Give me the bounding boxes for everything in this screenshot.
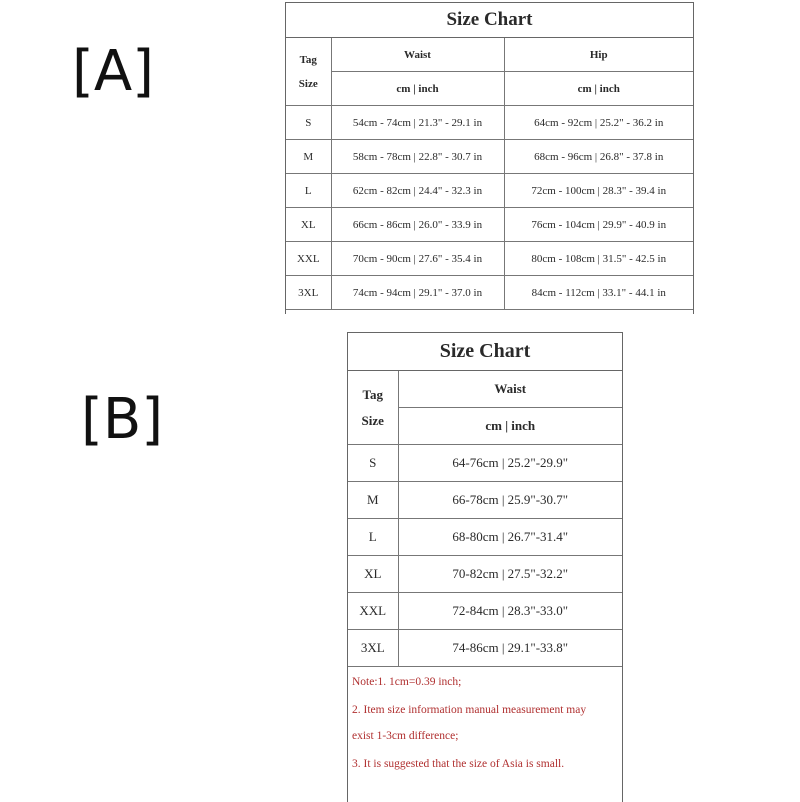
size-cell: S	[348, 445, 398, 482]
table-row	[286, 276, 693, 310]
table-row	[286, 174, 693, 208]
size-cell: M	[286, 140, 331, 174]
panel-label-a: [A]	[72, 39, 155, 104]
size-chart-b	[347, 332, 623, 802]
table-row	[348, 593, 622, 630]
note-line-4: 3. It is suggested that the size of Asia is small.	[352, 758, 565, 770]
panel-label-b: [B]	[81, 387, 164, 452]
waist-cell: 66-78cm | 25.9"-30.7"	[398, 482, 622, 519]
waist-unit-header: cm | inch	[398, 408, 622, 445]
tag-label: Tag	[299, 53, 317, 66]
size-cell: XL	[286, 208, 331, 242]
size-cell: L	[348, 519, 398, 556]
waist-cell: 64-76cm | 25.2"-29.9"	[398, 445, 622, 482]
table-row	[348, 630, 622, 667]
size-cell: XXL	[348, 593, 398, 630]
table-row	[286, 208, 693, 242]
waist-cell: 72-84cm | 28.3"-33.0"	[398, 593, 622, 630]
table-row	[286, 106, 693, 140]
table-row	[286, 140, 693, 174]
hip-cell: 68cm - 96cm | 26.8" - 37.8 in	[504, 140, 693, 174]
tag-size-header	[286, 38, 331, 106]
size-label: Size	[298, 77, 318, 90]
size-cell: 3XL	[286, 276, 331, 310]
size-cell: 3XL	[348, 630, 398, 667]
waist-unit-header: cm | inch	[331, 72, 504, 106]
waist-cell: 68-80cm | 26.7"-31.4"	[398, 519, 622, 556]
note-line-1: Note:1. 1cm=0.39 inch;	[352, 676, 462, 688]
hip-cell: 80cm - 108cm | 31.5" - 42.5 in	[504, 242, 693, 276]
waist-cell: 62cm - 82cm | 24.4" - 32.3 in	[331, 174, 504, 208]
hip-unit-header: cm | inch	[504, 72, 693, 106]
hip-cell: 72cm - 100cm | 28.3" - 39.4 in	[504, 174, 693, 208]
table-row	[348, 519, 622, 556]
waist-cell: 70-82cm | 27.5"-32.2"	[398, 556, 622, 593]
waist-cell: 66cm - 86cm | 26.0" - 33.9 in	[331, 208, 504, 242]
note-line-2: 2. Item size information manual measurement may	[352, 704, 587, 716]
size-cell: XXL	[286, 242, 331, 276]
size-table-a	[286, 38, 693, 310]
chart-b-title: Size Chart	[348, 333, 622, 371]
tag-label: Tag	[362, 386, 383, 402]
hip-cell: 76cm - 104cm | 29.9" - 40.9 in	[504, 208, 693, 242]
table-row	[348, 556, 622, 593]
chart-a-title: Size Chart	[286, 3, 693, 38]
waist-header: Waist	[331, 38, 504, 72]
table-row	[286, 242, 693, 276]
hip-cell: 64cm - 92cm | 25.2" - 36.2 in	[504, 106, 693, 140]
size-cell: XL	[348, 556, 398, 593]
note-line-3: exist 1-3cm difference;	[352, 730, 459, 742]
size-cell: S	[286, 106, 331, 140]
size-cell: M	[348, 482, 398, 519]
hip-cell: 84cm - 112cm | 33.1" - 44.1 in	[504, 276, 693, 310]
waist-cell: 74-86cm | 29.1"-33.8"	[398, 630, 622, 667]
waist-header: Waist	[398, 371, 622, 408]
waist-cell: 58cm - 78cm | 22.8" - 30.7 in	[331, 140, 504, 174]
size-label: Size	[361, 412, 384, 428]
waist-cell: 70cm - 90cm | 27.6" - 35.4 in	[331, 242, 504, 276]
table-row	[348, 482, 622, 519]
tag-size-header	[348, 371, 398, 445]
hip-header: Hip	[504, 38, 693, 72]
size-table-b	[348, 371, 622, 667]
notes-section	[348, 667, 622, 772]
size-chart-a	[285, 2, 694, 314]
waist-cell: 54cm - 74cm | 21.3" - 29.1 in	[331, 106, 504, 140]
table-row	[348, 445, 622, 482]
size-cell: L	[286, 174, 331, 208]
waist-cell: 74cm - 94cm | 29.1" - 37.0 in	[331, 276, 504, 310]
